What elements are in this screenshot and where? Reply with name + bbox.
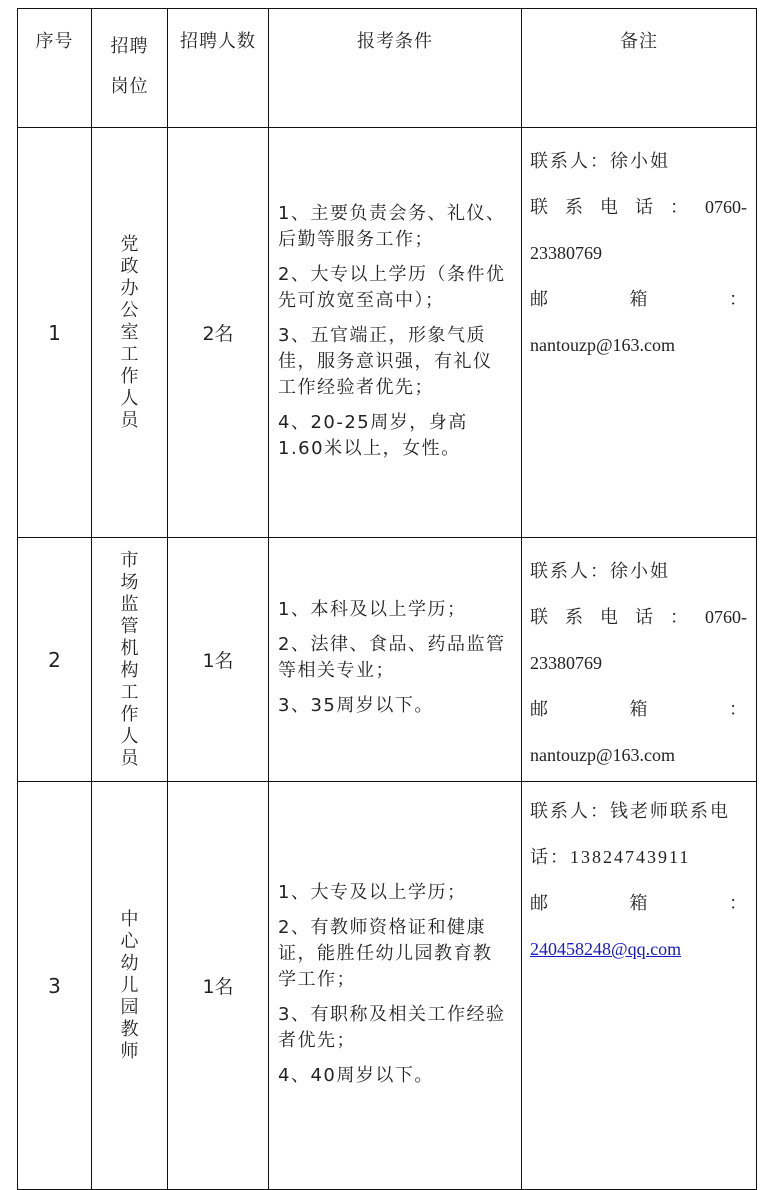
notes-cell — [522, 782, 757, 1190]
contact-person: 联系人：徐小姐 — [530, 151, 670, 171]
header-requirements: 报考条件 — [269, 9, 522, 128]
requirement-item: 2、法律、食品、药品监管等相关专业； — [278, 634, 506, 681]
position-cell — [92, 782, 168, 1190]
contact-person: 联系人：钱老师联系电 — [530, 801, 730, 821]
header-position — [92, 9, 168, 128]
phone-number: 23380769 — [530, 653, 602, 673]
position-name: 市场监管机构工作人员 — [120, 549, 139, 769]
requirement-item: 1、本科及以上学历； — [278, 599, 467, 620]
row-number: 3 — [18, 782, 92, 1190]
notes-cell — [522, 538, 757, 782]
header-notes: 备注 — [522, 9, 757, 128]
requirement-item: 4、20-25周岁，身高1.60米以上，女性。 — [278, 411, 468, 459]
position-name: 党政办公室工作人员 — [120, 233, 139, 431]
contact-person: 联系人：徐小姐 — [530, 561, 670, 581]
phone-label: 联 系 电 话 ： 0760- — [530, 607, 747, 627]
requirement-item: 1、主要负责会务、礼仪、后勤等服务工作； — [278, 202, 506, 250]
requirements-cell — [269, 538, 522, 782]
requirement-item: 2、大专以上学历（条件优先可放宽至高中）； — [278, 263, 506, 311]
requirement-item: 3、有职称及相关工作经验者优先； — [278, 1003, 506, 1051]
header-position-line2: 岗位 — [110, 76, 149, 97]
requirement-item: 2、有教师资格证和健康证，能胜任幼儿园教育教学工作； — [278, 916, 493, 990]
recruitment-table — [17, 8, 757, 1190]
phone-label: 联 系 电 话 ： 0760- — [530, 197, 747, 217]
row-number: 2 — [18, 538, 92, 782]
row-number: 1 — [18, 128, 92, 538]
table-row — [18, 128, 757, 538]
header-position-line1: 招聘 — [110, 36, 149, 57]
count-cell: 1名 — [168, 782, 269, 1190]
position-name: 中心幼儿园教师 — [120, 908, 139, 1062]
header-no: 序号 — [18, 9, 92, 128]
email-label: 邮 箱 ： — [530, 699, 747, 719]
table-row — [18, 782, 757, 1190]
count-cell: 1名 — [168, 538, 269, 782]
position-cell — [92, 128, 168, 538]
email-address: nantouzp@163.com — [530, 335, 676, 355]
phone-number: 话：13824743911 — [530, 847, 691, 867]
requirement-item: 4、40周岁以下。 — [278, 1064, 434, 1086]
position-cell — [92, 538, 168, 782]
header-count: 招聘人数 — [168, 9, 269, 128]
email-label: 邮 箱 ： — [530, 893, 747, 913]
email-link[interactable]: 240458248@qq.com — [530, 939, 682, 959]
count-cell: 2名 — [168, 128, 269, 538]
requirement-item: 3、35周岁以下。 — [278, 695, 434, 716]
requirement-item: 3、五官端正，形象气质佳，服务意识强，有礼仪工作经验者优先； — [278, 324, 493, 398]
requirement-item: 1、大专及以上学历； — [278, 881, 467, 903]
phone-number: 23380769 — [530, 243, 602, 263]
email-label: 邮 箱 ： — [530, 289, 747, 309]
email-address: nantouzp@163.com — [530, 745, 676, 765]
requirements-cell — [269, 128, 522, 538]
table-row — [18, 538, 757, 782]
requirements-cell — [269, 782, 522, 1190]
notes-cell — [522, 128, 757, 538]
